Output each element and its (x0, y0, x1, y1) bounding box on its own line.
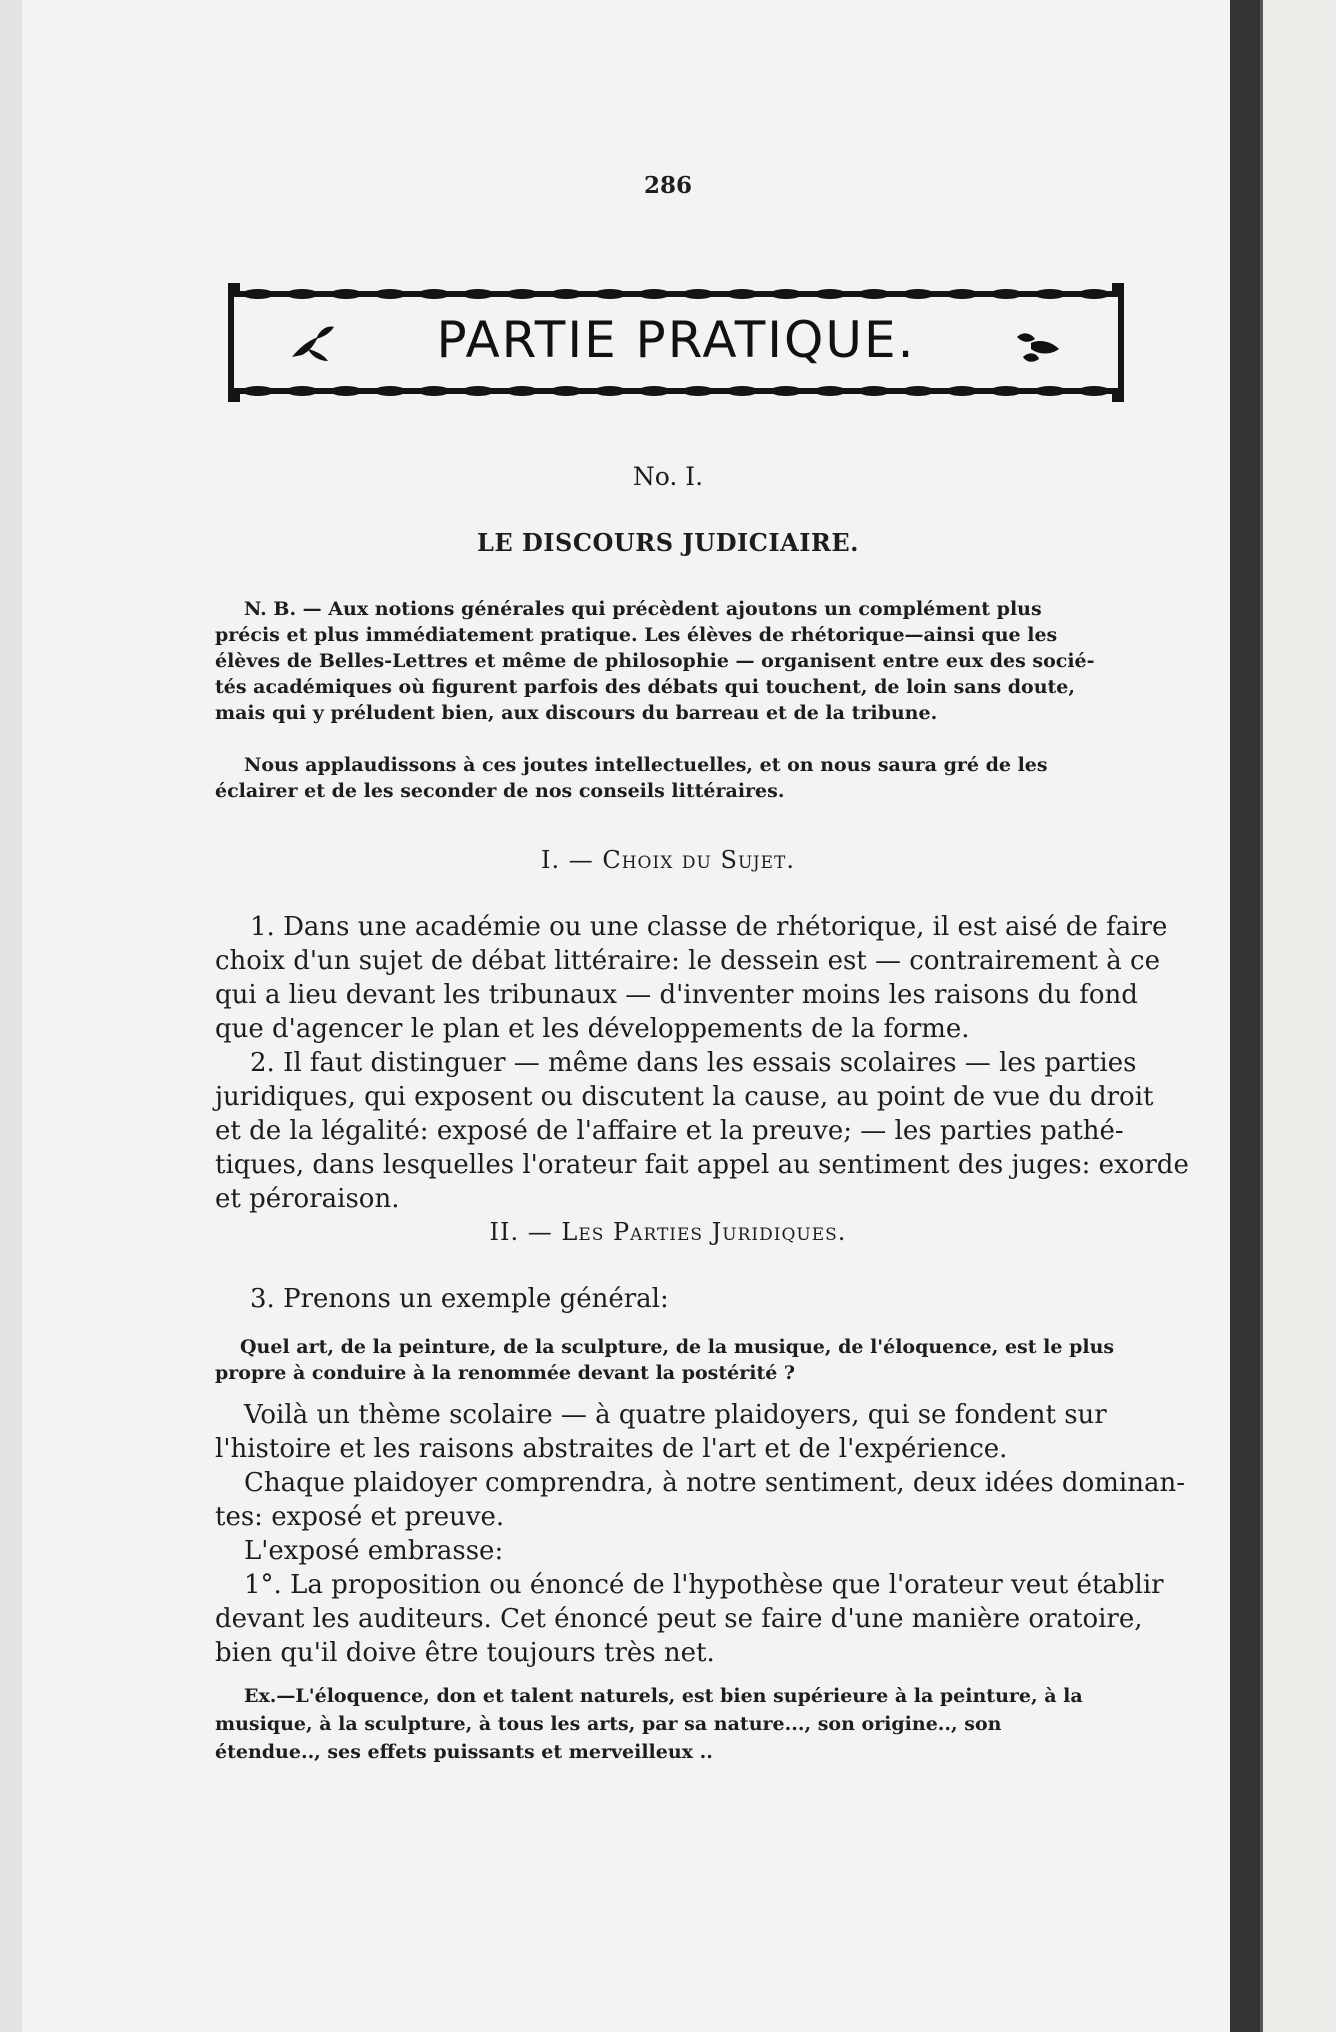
paragraph-line: juridiques, qui exposent ou discutent la cause, au point de vue du droit (215, 1082, 1154, 1112)
paragraph-line: bien qu'il doive être toujours très net. (215, 1638, 715, 1668)
facing-page-edge (1260, 0, 1336, 2032)
paragraph-6: L'exposé embrasse: (244, 1536, 504, 1566)
nb-line: N. B. — Aux notions générales qui précèdent ajoutons un complément plus (244, 598, 1042, 620)
question-line: Quel art, de la peinture, de la sculpture, de la musique, de l'éloquence, est le plus (240, 1336, 1115, 1358)
paragraph-line: tes: exposé et preuve. (215, 1502, 505, 1532)
chapter-title: LE DISCOURS JUDICIAIRE. (476, 528, 860, 557)
paragraph-line: Voilà un thème scolaire — à quatre plaidoyers, qui se fondent sur (244, 1400, 1107, 1430)
nb-line: précis et plus immédiatement pratique. Les élèves de rhétorique—ainsi que les (215, 624, 1058, 646)
right-fleuron-icon (1013, 327, 1063, 367)
nb-line: Nous applaudissons à ces joutes intellectuelles, et on nous saura gré de les (244, 754, 1048, 776)
paragraph-line: 1°. La proposition ou énoncé de l'hypothèse que l'orateur veut établir (244, 1570, 1164, 1600)
paragraph-line: choix d'un sujet de débat littéraire: le dessein est — contrairement à ce (215, 946, 1160, 976)
example-line: Ex.—L'éloquence, don et talent naturels, est bien supérieure à la peinture, à la (244, 1685, 1083, 1707)
nb-line: tés académiques où figurent parfois des débats qui touchent, de loin sans doute, (215, 676, 1076, 698)
book-spine (1230, 0, 1260, 2032)
example-line: musique, à la sculpture, à tous les arts, par sa nature..., son origine.., son (215, 1713, 1002, 1735)
nb-line: mais qui y préludent bien, aux discours du barreau et de la tribune. (215, 702, 938, 724)
section-banner (228, 283, 1124, 402)
question-line: propre à conduire à la renommée devant la postérité ? (215, 1362, 796, 1384)
paragraph-line: 2. Il faut distinguer — même dans les essais scolaires — les parties (250, 1048, 1137, 1078)
paragraph-3: 3. Prenons un exemple général: (250, 1284, 669, 1314)
paragraph-line: tiques, dans lesquelles l'orateur fait appel au sentiment des juges: exorde (215, 1150, 1189, 1180)
paragraph-line: Chaque plaidoyer comprendra, à notre sentiment, deux idées dominan- (244, 1468, 1185, 1498)
nb-line: éclairer et de les seconder de nos conseils littéraires. (215, 780, 785, 802)
paragraph-line: et péroraison. (215, 1184, 400, 1214)
paragraph-line: 1. Dans une académie ou une classe de rhétorique, il est aisé de faire (250, 912, 1168, 942)
page-number: 286 (643, 172, 692, 199)
section-heading-parties-juridiques: II. — Les Parties Juridiques. (489, 1218, 847, 1246)
section-number-heading: No. I. (632, 462, 704, 491)
section-heading-choix-du-sujet: I. — Choix du Sujet. (540, 846, 796, 874)
paragraph-line: et de la légalité: exposé de l'affaire et la preuve; — les parties pathé- (215, 1116, 1124, 1146)
banner-title: PARTIE PRATIQUE. (436, 311, 916, 369)
paragraph-line: qui a lieu devant les tribunaux — d'inventer moins les raisons du fond (215, 980, 1138, 1010)
nb-line: élèves de Belles-Lettres et même de philosophie — organisent entre eux des socié- (215, 650, 1095, 672)
example-line: étendue.., ses effets puissants et merveilleux .. (215, 1741, 713, 1763)
paragraph-line: que d'agencer le plan et les développements de la forme. (215, 1014, 970, 1044)
paragraph-line: l'histoire et les raisons abstraites de l'art et de l'expérience. (215, 1434, 1008, 1464)
paragraph-line: devant les auditeurs. Cet énoncé peut se faire d'une manière oratoire, (215, 1604, 1143, 1634)
